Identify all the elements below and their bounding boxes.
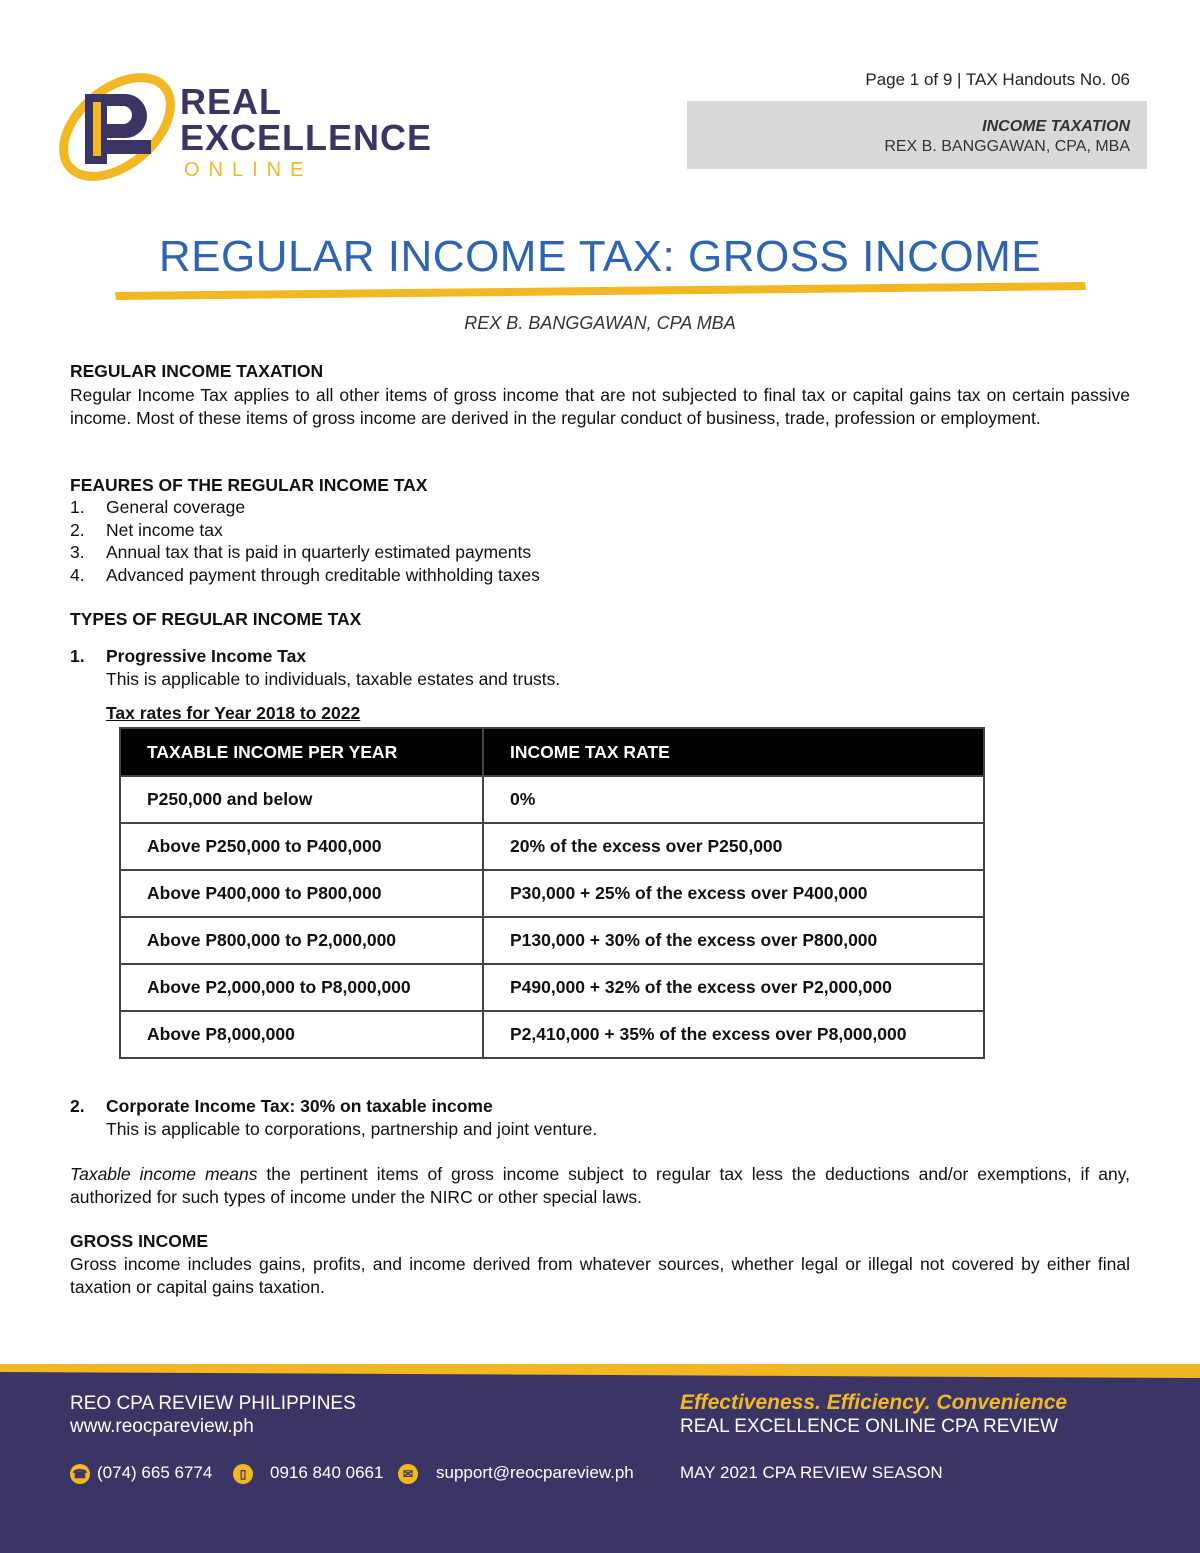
logo-mark-icon — [55, 62, 185, 192]
table-row — [120, 870, 984, 917]
rate-cell: P490,000 + 32% of the excess over P2,000,000 — [483, 964, 984, 1011]
rate-cell: P130,000 + 30% of the excess over P800,000 — [483, 917, 984, 964]
taxable-income-term: Taxable income means — [70, 1164, 258, 1184]
taxable-income-paragraph — [70, 1163, 1130, 1209]
income-cell: Above P8,000,000 — [120, 1011, 483, 1058]
footer-brand: REAL EXCELLENCE ONLINE CPA REVIEW — [680, 1416, 1059, 1437]
table-row — [120, 776, 984, 823]
author-line: REX B. BANGGAWAN, CPA MBA — [464, 313, 736, 333]
rate-cell: 20% of the excess over P250,000 — [483, 823, 984, 870]
type1-title: Progressive Income Tax — [106, 646, 307, 666]
title-underline — [110, 278, 1090, 304]
rate-cell: P2,410,000 + 35% of the excess over P8,000,000 — [483, 1011, 984, 1058]
tax-rate-table — [119, 727, 985, 1059]
income-cell: P250,000 and below — [120, 776, 483, 823]
footer-email[interactable]: support@reocpareview.ph — [436, 1463, 634, 1482]
taxable-income-definition: the pertinent items of gross income subject to regular tax less the deductions and/or exemptions, if any, authorized for such types of income under the NIRC or other special laws. — [70, 1164, 1130, 1207]
mobile-icon: ▯ — [233, 1464, 253, 1484]
type2-title: Corporate Income Tax: 30% on taxable income — [106, 1096, 493, 1116]
logo — [55, 62, 475, 192]
footer-phone[interactable]: (074) 665 6774 — [97, 1463, 213, 1482]
list-item: 4. Advanced payment through creditable withholding taxes — [70, 564, 540, 585]
logo-text-real: REAL — [180, 81, 282, 122]
page-info: Page 1 of 9 | TAX Handouts No. 06 — [865, 70, 1130, 89]
footer-tagline: Effectiveness. Efficiency. Convenience — [680, 1391, 1068, 1414]
rate-cell: 0% — [483, 776, 984, 823]
table-caption: Tax rates for Year 2018 to 2022 — [106, 703, 361, 723]
section-heading-gross: GROSS INCOME — [70, 1231, 209, 1251]
footer-background — [0, 1360, 1200, 1553]
income-cell: Above P2,000,000 to P8,000,000 — [120, 964, 483, 1011]
list-item: 2. Net income tax — [70, 519, 223, 540]
column-header-rate: INCOME TAX RATE — [483, 728, 984, 776]
course-title: INCOME TAXATION — [982, 118, 1130, 135]
footer-website[interactable]: www.reocpareview.ph — [70, 1416, 254, 1437]
phone-icon: ☎ — [70, 1464, 90, 1484]
logo-text-online: ONLINE — [184, 159, 313, 181]
income-cell: Above P250,000 to P400,000 — [120, 823, 483, 870]
footer-mobile[interactable]: 0916 840 0661 — [270, 1463, 384, 1482]
regular-paragraph: Regular Income Tax applies to all other items of gross income that are not subjected to final tax or capital gains tax on certain passive income. Most of these items of gross income are derived in the regular conduct of business, trade, profession or employment. — [70, 385, 1130, 428]
table-row — [120, 823, 984, 870]
column-header-income: TAXABLE INCOME PER YEAR — [120, 728, 483, 776]
section-heading-types: TYPES OF REGULAR INCOME TAX — [70, 609, 362, 629]
table-header-row — [120, 728, 984, 776]
type2-number: 2. — [70, 1096, 85, 1116]
rate-cell: P30,000 + 25% of the excess over P400,000 — [483, 870, 984, 917]
income-cell: Above P800,000 to P2,000,000 — [120, 917, 483, 964]
income-cell: Above P400,000 to P800,000 — [120, 870, 483, 917]
type2-description: This is applicable to corporations, partnership and joint venture. — [106, 1119, 598, 1139]
table-row — [120, 1011, 984, 1058]
section-heading-regular: REGULAR INCOME TAXATION — [70, 361, 324, 381]
list-item: 3. Annual tax that is paid in quarterly estimated payments — [70, 542, 532, 562]
table-row — [120, 917, 984, 964]
section-heading-features: FEAURES OF THE REGULAR INCOME TAX — [70, 475, 428, 495]
course-author: REX B. BANGGAWAN, CPA, MBA — [884, 138, 1130, 155]
table-row — [120, 964, 984, 1011]
list-item: 1. General coverage — [70, 497, 246, 517]
features-list — [70, 496, 540, 586]
page-title: REGULAR INCOME TAX: GROSS INCOME — [158, 232, 1042, 281]
type1-number: 1. — [70, 646, 85, 666]
logo-text-excellence: EXCELLENCE — [180, 117, 433, 158]
footer-season: MAY 2021 CPA REVIEW SEASON — [680, 1463, 943, 1482]
footer-org: REO CPA REVIEW PHILIPPINES — [70, 1393, 356, 1414]
gross-income-paragraph: Gross income includes gains, profits, and income derived from whatever sources, whether legal or illegal not covered by either final taxation or capital gains taxation. — [70, 1254, 1130, 1297]
email-icon: ✉ — [398, 1464, 418, 1484]
footer — [0, 1360, 1200, 1553]
type1-description: This is applicable to individuals, taxable estates and trusts. — [106, 669, 561, 689]
